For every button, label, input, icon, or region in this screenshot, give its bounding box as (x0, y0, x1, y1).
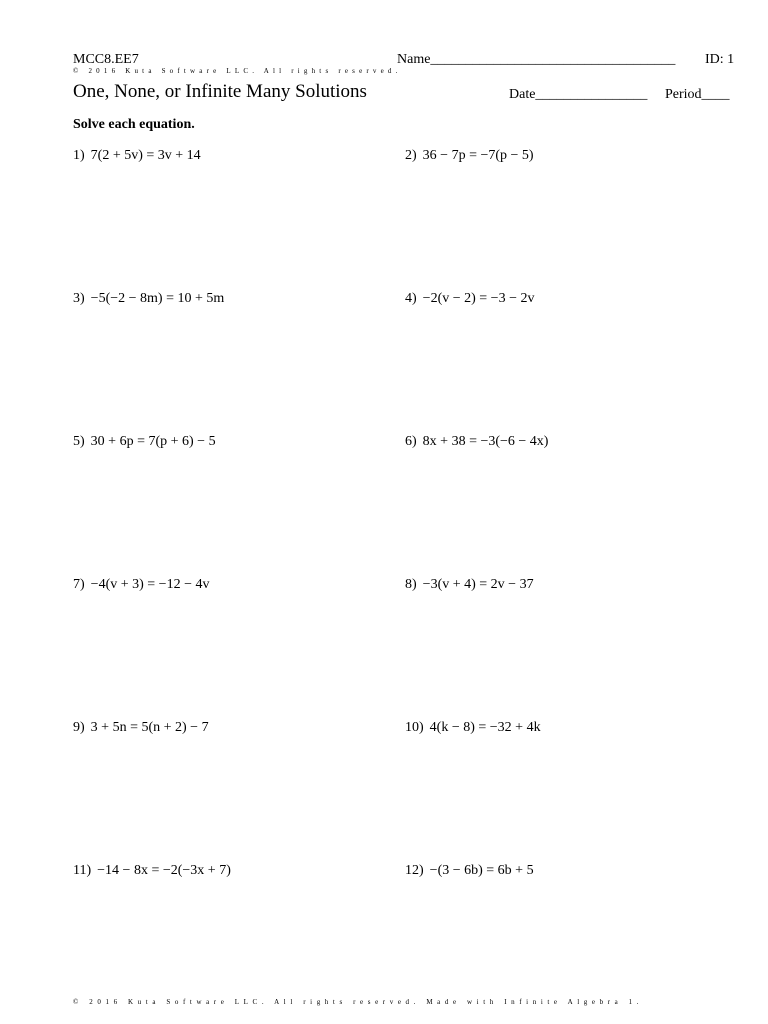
problem (73, 577, 209, 593)
problem-number: 2) (405, 148, 417, 163)
footer-copyright: © 2016 Kuta Software LLC. All rights reserved. Made with Infinite Algebra 1. (73, 998, 644, 1006)
problem-equation: 8x + 38 = −3(−6 − 4x) (422, 434, 549, 449)
problem (405, 148, 534, 164)
problem-equation: −4(v + 3) = −12 − 4v (90, 577, 210, 592)
problem-number: 5) (73, 434, 85, 449)
problem-equation: −14 − 8x = −2(−3x + 7) (97, 863, 231, 878)
problem-number: 12) (405, 863, 424, 878)
problem-equation: −3(v + 4) = 2v − 37 (422, 577, 534, 592)
problem-equation: −5(−2 − 8m) = 10 + 5m (90, 291, 225, 306)
problem-equation: 3 + 5n = 5(n + 2) − 7 (90, 720, 209, 735)
instructions: Solve each equation. (73, 117, 195, 132)
problem-number: 11) (73, 863, 92, 878)
problem (73, 863, 231, 879)
problem-equation: 7(2 + 5v) = 3v + 14 (90, 148, 201, 163)
name-field: Name___________________________________ (397, 52, 676, 67)
period-field: Period____ (665, 87, 730, 102)
worksheet-id: ID: 1 (705, 52, 735, 67)
problem-equation: 30 + 6p = 7(p + 6) − 5 (90, 434, 216, 449)
problem (405, 291, 534, 307)
problem-equation: 4(k − 8) = −32 + 4k (429, 720, 541, 735)
problem-number: 9) (73, 720, 85, 735)
problem-number: 4) (405, 291, 417, 306)
problem (73, 291, 224, 307)
problem-number: 6) (405, 434, 417, 449)
problem-equation: 36 − 7p = −7(p − 5) (422, 148, 534, 163)
problem (73, 148, 201, 164)
problem (405, 720, 541, 736)
course-code: MCC8.EE7 (73, 52, 139, 67)
problem (405, 863, 534, 879)
problem-equation: −(3 − 6b) = 6b + 5 (429, 863, 534, 878)
problem-equation: −2(v − 2) = −3 − 2v (422, 291, 535, 306)
problem (405, 577, 534, 593)
problem (73, 720, 209, 736)
worksheet-title: One, None, or Infinite Many Solutions (73, 81, 367, 102)
date-field: Date________________ (509, 87, 648, 102)
problem-number: 10) (405, 720, 424, 735)
problem-number: 3) (73, 291, 85, 306)
problem-number: 7) (73, 577, 85, 592)
problem-number: 8) (405, 577, 417, 592)
problem-number: 1) (73, 148, 85, 163)
copyright-notice: © 2016 Kuta Software LLC. All rights reserved. (73, 67, 402, 75)
problem (73, 434, 216, 450)
problem (405, 434, 548, 450)
